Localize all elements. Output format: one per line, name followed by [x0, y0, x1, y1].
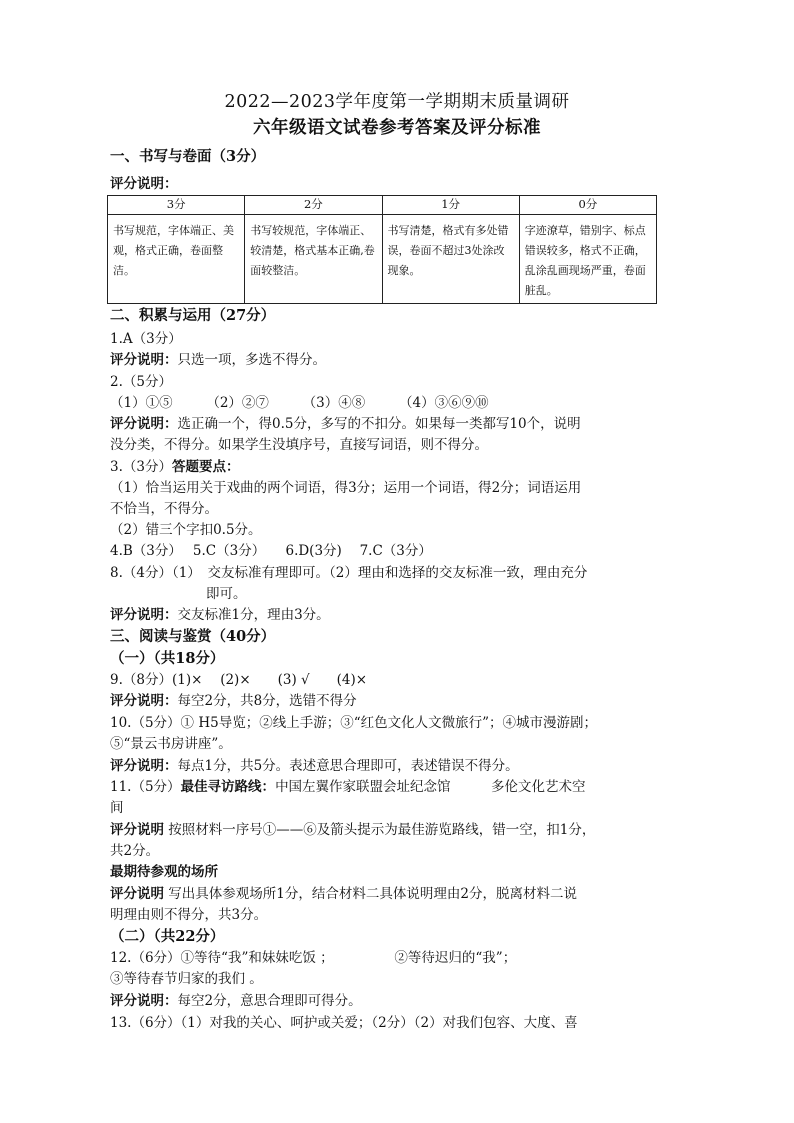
document-title: 2022—2023学年度第一学期期末质量调研: [224, 92, 570, 112]
scoring-note-label: 评分说明：: [110, 607, 178, 623]
document-subtitle: 六年级语文试卷参考答案及评分标准: [253, 118, 541, 138]
note-text: 每点1分，共5分。表述意思合理即可，表述错误不得分。: [177, 758, 519, 774]
answer-line: 1.A（3分）: [110, 331, 182, 347]
answer-line: 不恰当，不得分。: [110, 501, 218, 517]
table-cell: 字迹潦草，错别字、标点错误较多，格式不正确，乱涂乱画现场严重，卷面脏乱。: [519, 215, 656, 304]
note-line: [110, 756, 690, 776]
table-cell: 书写清楚，格式有多处错误，卷面不超过3处涂改现象。: [382, 215, 519, 304]
note-text: 写出具体参观场所1分，结合材料二具体说明理由2分，脱离材料二说: [164, 886, 577, 902]
key-points-label: 答题要点：: [171, 459, 240, 475]
answer-line: 2.（5分）: [110, 374, 172, 390]
scoring-note-label: 评分说明: [110, 886, 164, 902]
subsection-heading: （一）（共18分）: [110, 650, 225, 667]
answer-line: [110, 457, 690, 477]
note-line: 没分类，不得分。如果学生没填序号，直接写词语，则不得分。: [110, 437, 488, 453]
table-header: 3分: [108, 196, 245, 215]
note-line: [110, 691, 690, 711]
table-header-row: [108, 196, 657, 215]
answer-line: （1）恰当运用关于戏曲的两个词语，得3分；运用一个词语，得2分；词语运用: [110, 480, 582, 496]
scoring-note-label: 评分说明：: [110, 416, 178, 432]
note-line: [110, 991, 690, 1011]
route-label: 最佳寻访路线：: [180, 779, 276, 795]
answer-line: 4.B（3分） 5.C（3分） 6.D(3分) 7.C（3分）: [110, 543, 432, 559]
answer-line: 即可。: [206, 586, 247, 602]
answer-line: （1）①⑤ （2）②⑦ （3）④⑧ （4）③⑥⑨⑩: [110, 395, 489, 411]
note-line: [110, 605, 690, 625]
scoring-note-label: 评分说明：: [110, 758, 178, 774]
answer-line: （2）错三个字扣0.5分。: [110, 522, 262, 538]
note-text: 每空2分，共8分，选错不得分: [177, 693, 357, 709]
answer-line: ③等待春节归家的我们 。: [110, 971, 263, 987]
table-row: [108, 215, 657, 304]
answer-line: 8.（4分）（1） 交友标准有理即可。（2）理由和选择的交友标准一致，理由充分: [110, 565, 588, 581]
scoring-note-label: 评分说明：: [110, 176, 178, 192]
note-line: [110, 884, 690, 904]
scoring-note-label: 评分说明：: [110, 693, 178, 709]
section-heading: 三、阅读与鉴赏（40分）: [110, 628, 276, 645]
answer-line: 9.（8分）(1)× (2)× (3) √ (4)×: [110, 672, 368, 688]
scoring-note-label: 评分说明：: [110, 352, 178, 368]
note-text: 每空2分，意思合理即可得分。: [177, 993, 362, 1009]
answer-line: ⑤“景云书房讲座”。: [110, 736, 232, 752]
answer-line: 12.（6分）①等待“我”和妹妹吃饭 ； ②等待迟归的“我”；: [110, 950, 517, 966]
note-line: [110, 350, 690, 370]
question-number: 11.（5分）: [110, 779, 181, 795]
table-header: 0分: [519, 196, 656, 215]
note-line: 明理由则不得分，共3分。: [110, 907, 268, 923]
section-heading: 二、积累与运用（27分）: [110, 307, 276, 324]
note-text: 按照材料一序号①——⑥及箭头提示为最佳游览路线，错一空，扣1分，: [164, 822, 596, 838]
route-text: 中国左翼作家联盟会址纪念馆 多伦文化艺术空: [275, 779, 586, 795]
scoring-table: [107, 195, 657, 304]
note-line: [110, 820, 690, 840]
table-header: 1分: [382, 196, 519, 215]
answer-line: 间: [110, 800, 124, 816]
answer-line: 13.（6分）（1）对我的关心、呵护或关爱；（2分）（2）对我们包容、大度、喜: [110, 1015, 578, 1031]
sub-question-label: 最期待参观的场所: [110, 864, 218, 880]
note-text: 选正确一个，得0.5分，多写的不扣分。如果每一类都写10个，说明: [177, 416, 581, 432]
subsection-heading: （二）（共22分）: [110, 928, 225, 945]
table-cell: 书写规范，字体端正、美观，格式正确，卷面整洁。: [108, 215, 245, 304]
answer-line: 10.（5分）① H5导览；②线上手游；③“红色文化人文微旅行”；④城市漫游剧；: [110, 715, 598, 731]
note-line: [110, 414, 690, 434]
answer-line: [110, 777, 690, 797]
question-number: 3.（3分）: [110, 459, 172, 475]
scoring-note-label: 评分说明：: [110, 993, 178, 1009]
note-text: 交友标准1分，理由3分。: [177, 607, 330, 623]
note-line: 共2分。: [110, 843, 160, 859]
note-text: 只选一项，多选不得分。: [177, 352, 326, 368]
section-heading: 一、书写与卷面（3分）: [110, 148, 266, 165]
table-cell: 书写较规范，字体端正、较清楚，格式基本正确,卷面较整洁。: [245, 215, 382, 304]
scoring-note-label: 评分说明: [110, 822, 164, 838]
table-header: 2分: [245, 196, 382, 215]
